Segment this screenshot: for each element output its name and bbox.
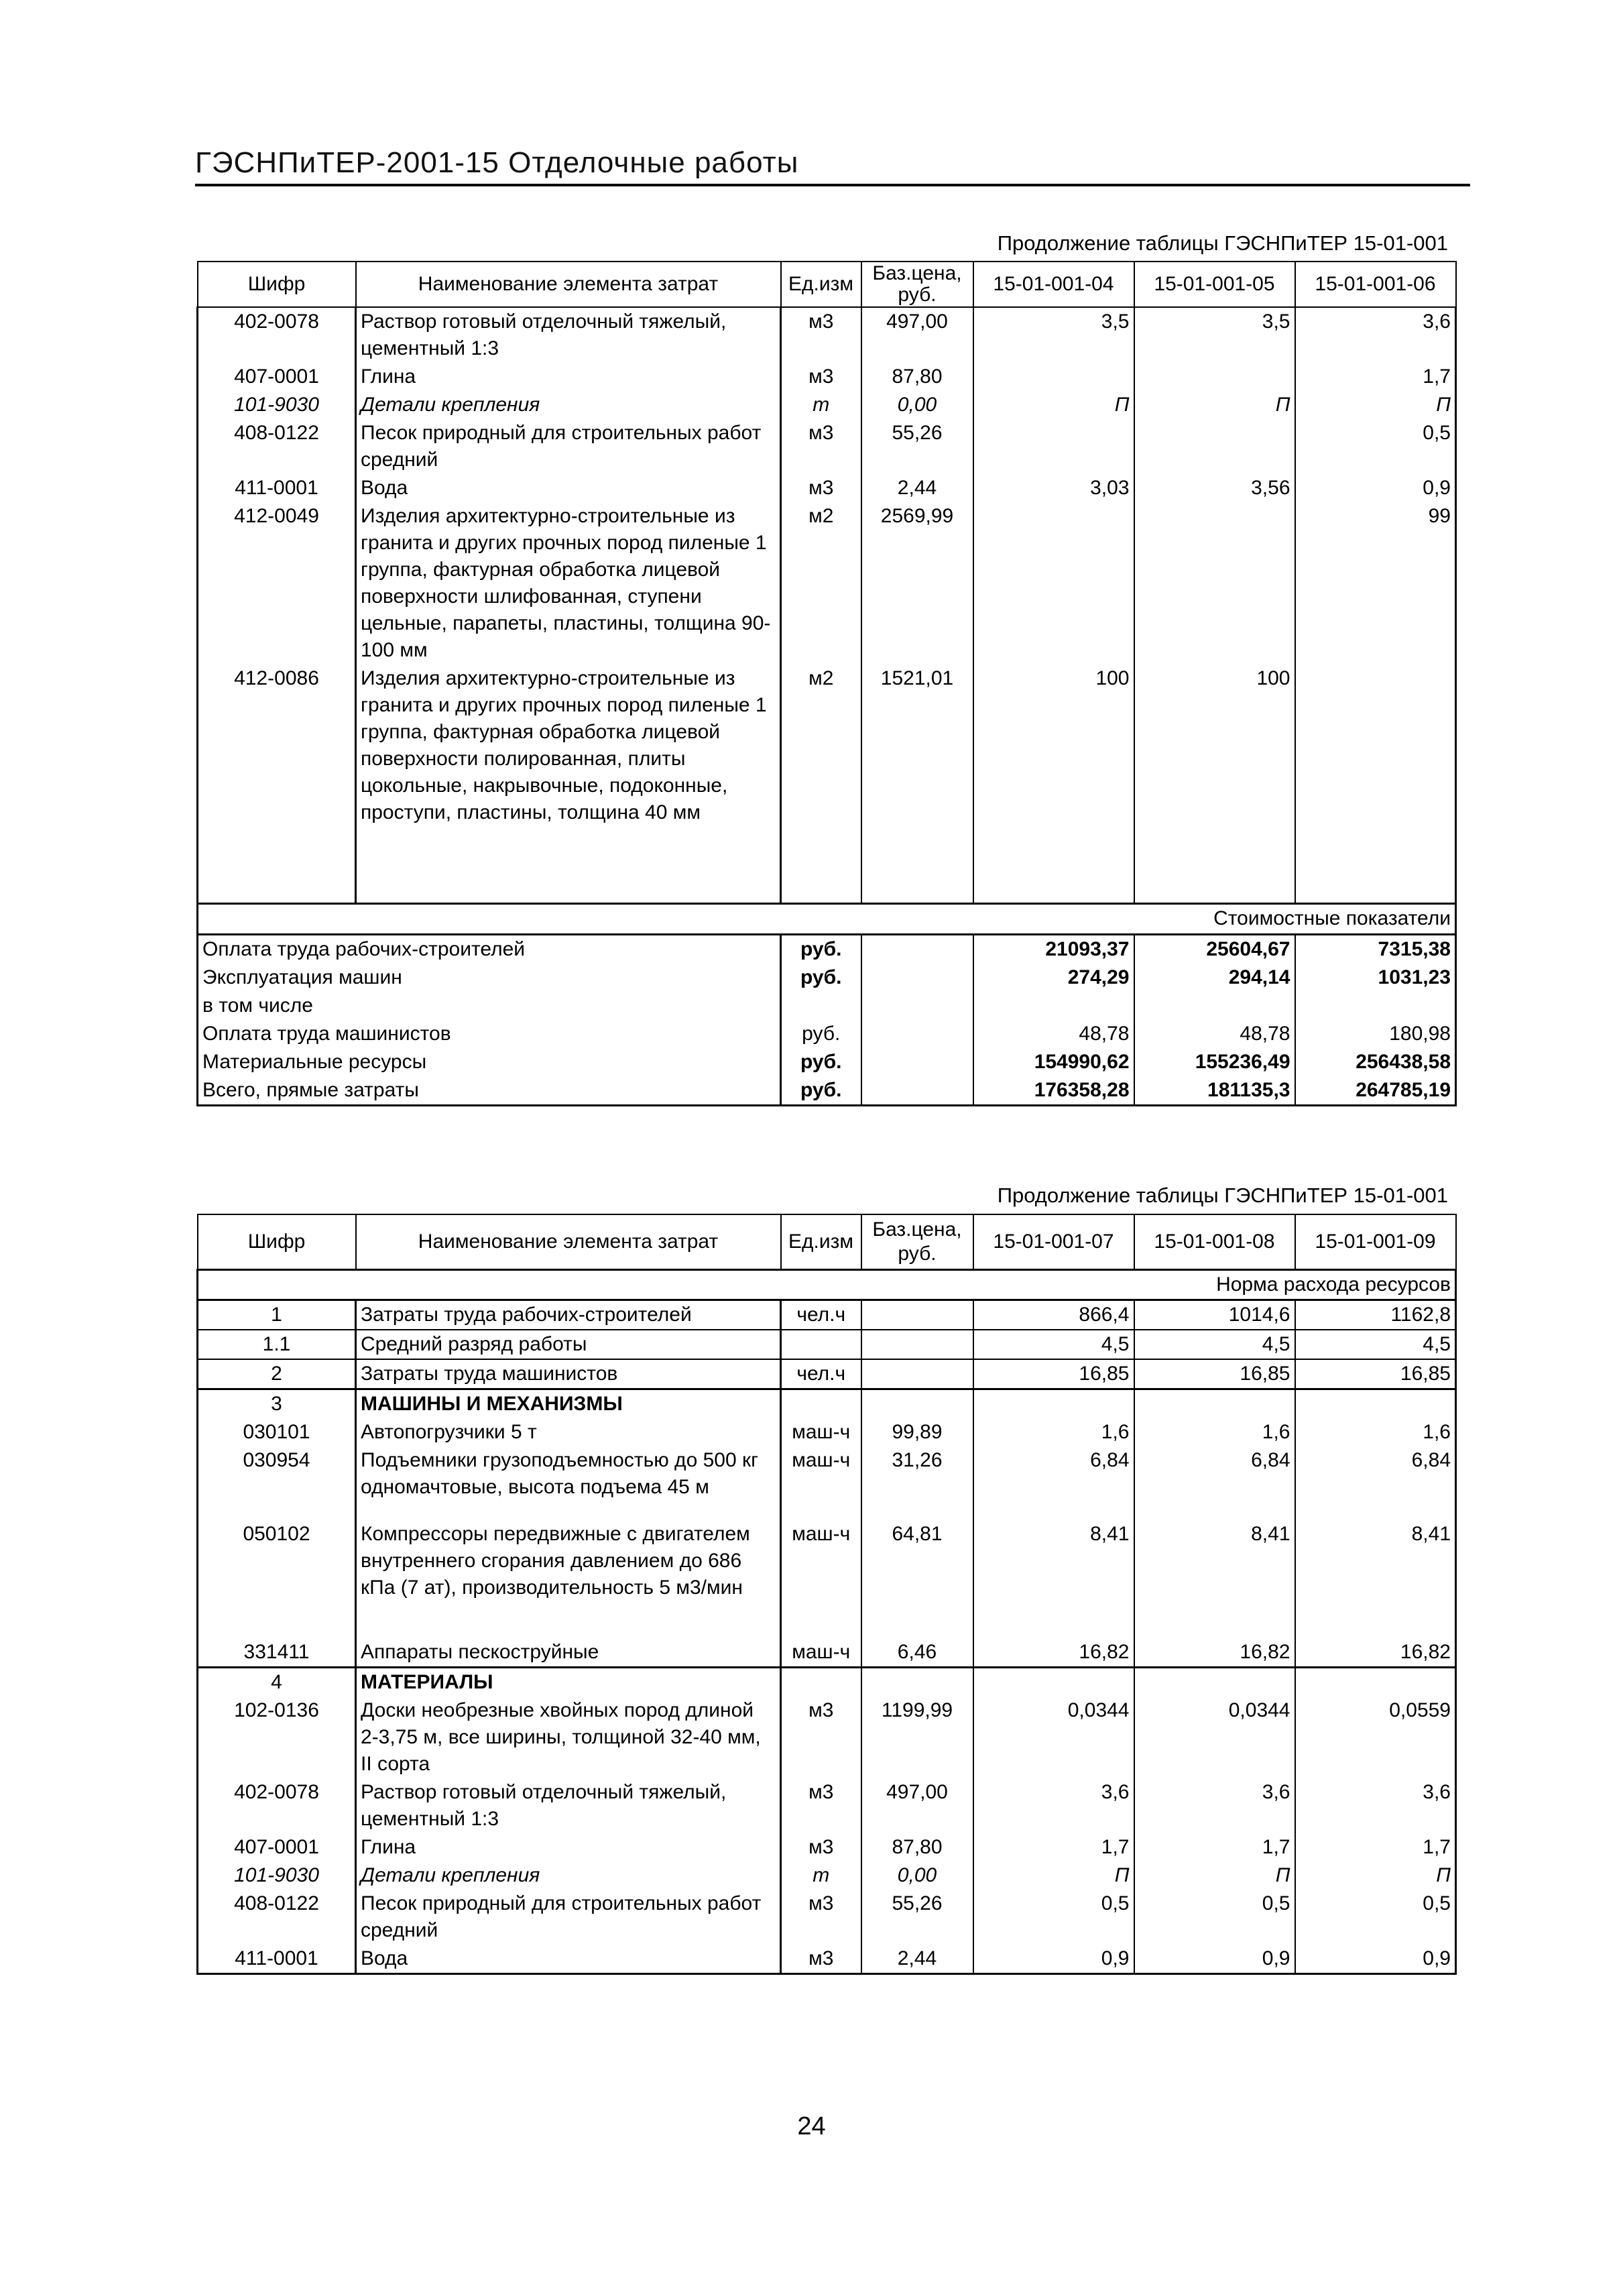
resource-table-1 (196, 261, 1457, 1106)
cell-code: 1 (198, 1300, 356, 1330)
cell-v1 (973, 1667, 1134, 1697)
cell-code: 4 (198, 1667, 356, 1697)
cell-unit (781, 1330, 861, 1359)
cost-name: Оплата труда машинистов (198, 1020, 781, 1048)
cell-name: Раствор готовый отделочный тяжелый, цементный 1:3 (356, 1778, 781, 1833)
cell-price: 55,26 (861, 419, 973, 474)
table1-costs (198, 934, 1456, 1105)
cost-row (198, 1048, 1456, 1076)
cell-v1: 3,03 (973, 474, 1134, 502)
table-row (198, 1667, 1456, 1697)
cell-code: 1.1 (198, 1330, 356, 1359)
cell-code: 408-0122 (198, 419, 356, 474)
cell-price: 2,44 (861, 1945, 973, 1974)
cost-v1: 176358,28 (973, 1076, 1134, 1106)
cost-name: Материальные ресурсы (198, 1048, 781, 1076)
cell-code: 101-9030 (198, 1861, 356, 1890)
cell-unit (781, 1389, 861, 1418)
cell-code: 411-0001 (198, 474, 356, 502)
cell-v2 (1134, 363, 1295, 391)
table-row (198, 1300, 1456, 1330)
table-row (198, 363, 1456, 391)
cost-price-empty (861, 964, 973, 992)
cell-v3: 6,84 (1295, 1446, 1456, 1520)
cost-v3: 256438,58 (1295, 1048, 1456, 1076)
table-row (198, 1945, 1456, 1974)
table2-body (198, 1300, 1456, 1973)
col-variant-3: 15-01-001-09 (1295, 1214, 1456, 1269)
cell-unit: м2 (781, 502, 861, 665)
cost-name: Оплата труда рабочих-строителей (198, 934, 781, 964)
cell-code: 402-0078 (198, 1778, 356, 1833)
cost-row (198, 934, 1456, 964)
cell-v2: 0,0344 (1134, 1697, 1295, 1778)
cost-v2: 155236,49 (1134, 1048, 1295, 1076)
cell-name: Автопогрузчики 5 т (356, 1418, 781, 1446)
cell-price: 1199,99 (861, 1697, 973, 1778)
cell-price: 87,80 (861, 363, 973, 391)
cell-v3: 0,0559 (1295, 1697, 1456, 1778)
cell-unit: маш-ч (781, 1446, 861, 1520)
cell-unit: м3 (781, 1833, 861, 1861)
cell-v3: 1,7 (1295, 363, 1456, 391)
page-number: 24 (797, 2112, 826, 2140)
cost-v3: 264785,19 (1295, 1076, 1456, 1106)
cell-name: МАШИНЫ И МЕХАНИЗМЫ (356, 1389, 781, 1418)
cell-price: 2,44 (861, 474, 973, 502)
cost-v3 (1295, 992, 1456, 1020)
cell-price: 99,89 (861, 1418, 973, 1446)
cost-v3: 7315,38 (1295, 934, 1456, 964)
cell-code: 411-0001 (198, 1945, 356, 1974)
cell-unit: т (781, 391, 861, 419)
cost-unit: руб. (781, 1020, 861, 1048)
cell-v3: 1162,8 (1295, 1300, 1456, 1330)
cost-row (198, 1020, 1456, 1048)
cell-price: 6,46 (861, 1638, 973, 1668)
cell-price: 497,00 (861, 307, 973, 363)
cell-v3: 3,6 (1295, 307, 1456, 363)
cell-price: 1521,01 (861, 665, 973, 903)
cost-v3: 180,98 (1295, 1020, 1456, 1048)
cost-row (198, 964, 1456, 992)
table-row (198, 1638, 1456, 1668)
cell-v2: 1,7 (1134, 1833, 1295, 1861)
cost-v1: 48,78 (973, 1020, 1134, 1048)
cost-v2 (1134, 992, 1295, 1020)
cell-v1: 0,0344 (973, 1697, 1134, 1778)
table-row (198, 419, 1456, 474)
cell-unit: м3 (781, 1778, 861, 1833)
cell-price: 55,26 (861, 1890, 973, 1945)
table-row (198, 1520, 1456, 1638)
cell-v1: 866,4 (973, 1300, 1134, 1330)
cell-code: 3 (198, 1389, 356, 1418)
table-row (198, 1890, 1456, 1945)
cell-price: 87,80 (861, 1833, 973, 1861)
cell-unit: маш-ч (781, 1520, 861, 1638)
cell-v1: 8,41 (973, 1520, 1134, 1638)
cell-v1 (973, 1389, 1134, 1418)
cell-price (861, 1300, 973, 1330)
cell-v2: 6,84 (1134, 1446, 1295, 1520)
cell-unit: м2 (781, 665, 861, 903)
cell-unit: м3 (781, 419, 861, 474)
col-price: Баз.цена, руб. (861, 1214, 973, 1269)
cost-name: Эксплуатация машин (198, 964, 781, 992)
cell-v3: 0,9 (1295, 474, 1456, 502)
cell-price (861, 1330, 973, 1359)
cell-v2: 3,56 (1134, 474, 1295, 502)
cost-v2: 48,78 (1134, 1020, 1295, 1048)
cost-banner: Стоимостные показатели (198, 903, 1456, 934)
table2-caption: Продолжение таблицы ГЭСНПиТЕР 15-01-001 (997, 1184, 1448, 1207)
table1-caption: Продолжение таблицы ГЭСНПиТЕР 15-01-001 (997, 231, 1448, 255)
cell-v1: 4,5 (973, 1330, 1134, 1359)
table-row (198, 502, 1456, 665)
table-row (198, 1861, 1456, 1890)
cell-v3: 4,5 (1295, 1330, 1456, 1359)
cost-price-empty (861, 1020, 973, 1048)
cell-v3 (1295, 1667, 1456, 1697)
cell-v3: 1,7 (1295, 1833, 1456, 1861)
cell-v1 (973, 502, 1134, 665)
cell-v1: 16,82 (973, 1638, 1134, 1668)
cell-v2: 3,6 (1134, 1778, 1295, 1833)
cell-name: Вода (356, 1945, 781, 1974)
cell-name: Детали крепления (356, 1861, 781, 1890)
cost-price-empty (861, 934, 973, 964)
table-row (198, 1359, 1456, 1389)
table2-header (198, 1214, 1456, 1269)
cell-code: 412-0049 (198, 502, 356, 665)
cost-unit (781, 992, 861, 1020)
col-variant-2: 15-01-001-05 (1134, 262, 1295, 307)
cost-row (198, 992, 1456, 1020)
table1-body (198, 307, 1456, 903)
cell-name: Компрессоры передвижные с двигателем внутреннего сгорания давлением до 686 кПа (7 ат), производительность 5 м3/мин (356, 1520, 781, 1638)
resource-table-2 (196, 1214, 1457, 1975)
cell-v1: П (973, 1861, 1134, 1890)
cell-unit: т (781, 1861, 861, 1890)
cost-v1: 21093,37 (973, 934, 1134, 964)
cost-v2: 294,14 (1134, 964, 1295, 992)
cell-code: 331411 (198, 1638, 356, 1668)
cost-price-empty (861, 992, 973, 1020)
cell-v3: 99 (1295, 502, 1456, 665)
cell-unit: м3 (781, 1890, 861, 1945)
cost-v1: 154990,62 (973, 1048, 1134, 1076)
cell-v2: 4,5 (1134, 1330, 1295, 1359)
col-code: Шифр (198, 262, 356, 307)
cell-code: 407-0001 (198, 1833, 356, 1861)
cell-name: Песок природный для строительных работ средний (356, 1890, 781, 1945)
cell-code: 050102 (198, 1520, 356, 1638)
table-row (198, 1697, 1456, 1778)
col-variant-1: 15-01-001-04 (973, 262, 1134, 307)
col-variant-1: 15-01-001-07 (973, 1214, 1134, 1269)
col-name: Наименование элемента затрат (356, 262, 781, 307)
cell-v3: 0,9 (1295, 1945, 1456, 1974)
col-variant-3: 15-01-001-06 (1295, 262, 1456, 307)
cell-unit: м3 (781, 307, 861, 363)
cell-v3: 16,85 (1295, 1359, 1456, 1389)
cell-name: Подъемники грузоподъемностью до 500 кг одномачтовые, высота подъема 45 м (356, 1446, 781, 1520)
table-row (198, 1833, 1456, 1861)
cell-v1 (973, 419, 1134, 474)
cell-price (861, 1389, 973, 1418)
page-header: ГЭСНПиТЕР-2001-15 Отделочные работы (195, 146, 1470, 186)
cell-unit: чел.ч (781, 1359, 861, 1389)
col-price: Баз.цена, руб. (861, 262, 973, 307)
cell-price: 2569,99 (861, 502, 973, 665)
cell-v3: 0,5 (1295, 419, 1456, 474)
table-row (198, 1389, 1456, 1418)
cell-price (861, 1359, 973, 1389)
col-unit: Ед.изм (781, 262, 861, 307)
cell-unit: м3 (781, 1697, 861, 1778)
cell-code: 407-0001 (198, 363, 356, 391)
cell-unit: м3 (781, 474, 861, 502)
cell-v3: 0,5 (1295, 1890, 1456, 1945)
cell-code: 408-0122 (198, 1890, 356, 1945)
cell-price: 497,00 (861, 1778, 973, 1833)
cost-unit: руб. (781, 964, 861, 992)
cell-v3: 8,41 (1295, 1520, 1456, 1638)
cell-name: Изделия архитектурно-строительные из гранита и других прочных пород пиленые 1 группа, фактурная обработка лицевой поверхности полированная, плиты цокольные, накрывочные, подоконные, проступи, пластины, толщина 40 мм (356, 665, 781, 903)
cell-v3: 3,6 (1295, 1778, 1456, 1833)
cell-name: Песок природный для строительных работ средний (356, 419, 781, 474)
cell-v3: П (1295, 1861, 1456, 1890)
cell-price: 0,00 (861, 1861, 973, 1890)
cell-price (861, 1667, 973, 1697)
cell-v2: 3,5 (1134, 307, 1295, 363)
cell-v2 (1134, 419, 1295, 474)
cell-v3 (1295, 665, 1456, 903)
cell-v1: 100 (973, 665, 1134, 903)
cell-name: Раствор готовый отделочный тяжелый, цементный 1:3 (356, 307, 781, 363)
cost-row (198, 1076, 1456, 1106)
table-row (198, 307, 1456, 363)
cell-price: 0,00 (861, 391, 973, 419)
cost-price-empty (861, 1076, 973, 1106)
cost-v1 (973, 992, 1134, 1020)
cell-v2: 8,41 (1134, 1520, 1295, 1638)
cell-code: 030954 (198, 1446, 356, 1520)
cell-v1: 16,85 (973, 1359, 1134, 1389)
cell-unit (781, 1667, 861, 1697)
cell-v1: 6,84 (973, 1446, 1134, 1520)
table-row (198, 1778, 1456, 1833)
table1-header (198, 262, 1456, 307)
table-row (198, 1418, 1456, 1446)
cell-v2: 1,6 (1134, 1418, 1295, 1446)
cell-v1: 3,6 (973, 1778, 1134, 1833)
col-code: Шифр (198, 1214, 356, 1269)
cell-v3: 1,6 (1295, 1418, 1456, 1446)
cell-v2 (1134, 1389, 1295, 1418)
cell-v1: 0,9 (973, 1945, 1134, 1974)
cost-unit: руб. (781, 934, 861, 964)
cell-v2: 0,9 (1134, 1945, 1295, 1974)
cell-name: Изделия архитектурно-строительные из гранита и других прочных пород пиленые 1 группа, фактурная обработка лицевой поверхности шлифованная, ступени цельные, парапеты, пластины, толщина 90-100 мм (356, 502, 781, 665)
table-row (198, 1446, 1456, 1520)
cell-v1: 0,5 (973, 1890, 1134, 1945)
cell-v2: 0,5 (1134, 1890, 1295, 1945)
cell-name: Затраты труда машинистов (356, 1359, 781, 1389)
cell-v2: П (1134, 391, 1295, 419)
cell-name: Детали крепления (356, 391, 781, 419)
cell-code: 030101 (198, 1418, 356, 1446)
cell-v1: 1,7 (973, 1833, 1134, 1861)
col-variant-2: 15-01-001-08 (1134, 1214, 1295, 1269)
cell-name: Вода (356, 474, 781, 502)
cell-v2: 100 (1134, 665, 1295, 903)
cell-code: 2 (198, 1359, 356, 1389)
cell-unit: маш-ч (781, 1638, 861, 1668)
cost-v1: 274,29 (973, 964, 1134, 992)
cell-v1 (973, 363, 1134, 391)
cell-v1: 1,6 (973, 1418, 1134, 1446)
cell-v1: П (973, 391, 1134, 419)
cell-name: Доски необрезные хвойных пород длиной 2-3,75 м, все ширины, толщиной 32-40 мм, II сорта (356, 1697, 781, 1778)
cell-price: 64,81 (861, 1520, 973, 1638)
cell-code: 412-0086 (198, 665, 356, 903)
cell-v3 (1295, 1389, 1456, 1418)
cell-code: 102-0136 (198, 1697, 356, 1778)
cell-v2: 1014,6 (1134, 1300, 1295, 1330)
cost-v3: 1031,23 (1295, 964, 1456, 992)
cell-price: 31,26 (861, 1446, 973, 1520)
cell-unit: маш-ч (781, 1418, 861, 1446)
cell-v1: 3,5 (973, 307, 1134, 363)
cell-unit: чел.ч (781, 1300, 861, 1330)
cell-name: Средний разряд работы (356, 1330, 781, 1359)
cell-name: Глина (356, 1833, 781, 1861)
cost-v2: 181135,3 (1134, 1076, 1295, 1106)
cost-name: Всего, прямые затраты (198, 1076, 781, 1106)
table-row (198, 1330, 1456, 1359)
norm-banner: Норма расхода ресурсов (198, 1269, 1456, 1300)
cell-v2 (1134, 502, 1295, 665)
cell-code: 101-9030 (198, 391, 356, 419)
cell-name: Глина (356, 363, 781, 391)
cell-v2: 16,82 (1134, 1638, 1295, 1668)
col-name: Наименование элемента затрат (356, 1214, 781, 1269)
cost-unit: руб. (781, 1076, 861, 1106)
cell-v3: 16,82 (1295, 1638, 1456, 1668)
cell-v2 (1134, 1667, 1295, 1697)
cost-price-empty (861, 1048, 973, 1076)
table-row (198, 665, 1456, 903)
col-unit: Ед.изм (781, 1214, 861, 1269)
cost-v2: 25604,67 (1134, 934, 1295, 964)
cell-name: Аппараты пескоструйные (356, 1638, 781, 1668)
cell-v3: П (1295, 391, 1456, 419)
cell-v2: 16,85 (1134, 1359, 1295, 1389)
cell-code: 402-0078 (198, 307, 356, 363)
cell-unit: м3 (781, 363, 861, 391)
cell-name: Затраты труда рабочих-строителей (356, 1300, 781, 1330)
cell-unit: м3 (781, 1945, 861, 1974)
cost-name: в том числе (198, 992, 781, 1020)
cost-unit: руб. (781, 1048, 861, 1076)
table-row (198, 391, 1456, 419)
table-row (198, 474, 1456, 502)
cell-v2: П (1134, 1861, 1295, 1890)
cell-name: МАТЕРИАЛЫ (356, 1667, 781, 1697)
